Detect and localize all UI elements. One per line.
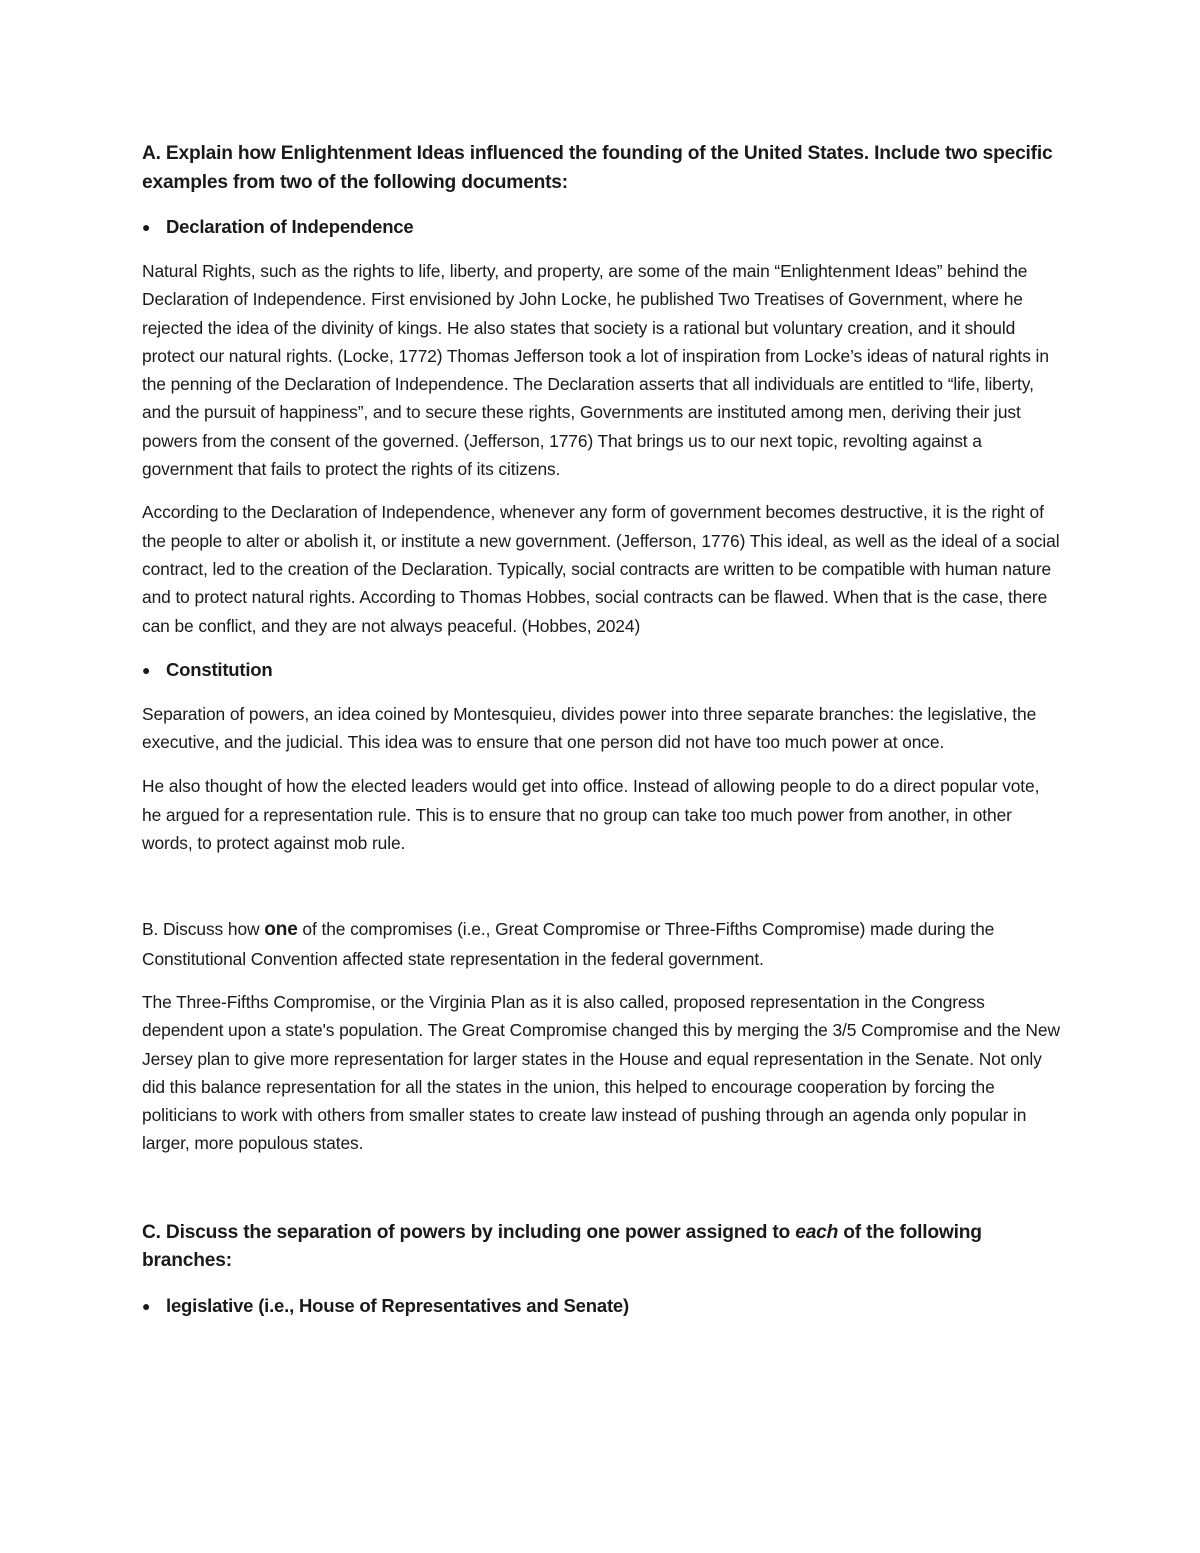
bullet-icon: ● [142,1297,151,1314]
paragraph-compromises: The Three-Fifths Compromise, or the Virginia Plan as it is also called, proposed representation in the Congress dependent upon a state's population. The Great Compromise changed this by merging the 3/5 Compromise and the New Jersey plan to give more representation for larger states in the House and equal representation in the Senate. Not only did this balance representation for all the states in the union, this helped to encourage cooperation by forcing the politicians to work with others from smaller states to create law instead of pushing through an agenda only popular in larger, more populous states. [142,991,1060,1154]
bullet-label: Declaration of Independence [166,216,414,237]
section-c-question [142,1219,1062,1276]
bullet-label: legislative (i.e., House of Representatives and Senate) [166,1294,629,1316]
bullet-legislative [142,1292,1062,1320]
section-c-question-start: C. Discuss the separation of powers by including one power assigned to [142,1221,796,1243]
paragraph-separation-of-powers: Separation of powers, an idea coined by Montesquieu, divides power into three separate branches: the legislative, the executive, and the judicial. This idea was to ensure that one person did not have too much power at once. [142,703,1037,753]
section-a-question: A. Explain how Enlightenment Ideas influenced the founding of the United States. Include two specific examples from two of the following documents: [142,143,1053,193]
section-b-question-end: of the compromises (i.e., Great Compromise or Three-Fifths Compromise) made during the Constitutional Convention affected state representation in the federal government. [142,919,995,969]
section-b-question-start: B. Discuss how [142,919,265,940]
paragraph-elected-leaders: He also thought of how the elected leaders would get into office. Instead of allowing people to do a direct popular vote, he argued for a representation rule. This is to ensure that no group can take too much power from another, in other words, to protect against mob rule. [142,776,1040,854]
bullet-icon: ● [142,219,151,235]
section-b-question [142,915,1062,973]
bullet-icon: ● [142,661,151,678]
bullet-constitution [142,656,1062,684]
paragraph-declaration-rights: According to the Declaration of Independence, whenever any form of government becomes destructive, it is the right of the people to alter or abolish it, or institute a new government. (Jefferson, 1776) This ideal, as well as the ideal of a social contract, led to the creation of the Declaration. Typically, social contracts are written to be compatible with human nature and to protect natural rights. According to Thomas Hobbes, social contracts can be flawed. When that is the case, there can be conflict, and they are not always peaceful. (Hobbes, 2024) [142,502,1060,636]
section-c-question-emphasis: each [795,1221,839,1243]
bullet-declaration [142,213,1062,241]
section-b-question-emphasis: one [264,919,298,941]
paragraph-natural-rights: Natural Rights, such as the rights to life, liberty, and property, are some of the main “Enlightenment Ideas” behind the Declaration of Independence. First envisioned by John Locke, he published Two Treatises of Government, where he rejected the idea of the divinity of kings. He also states that society is a rational but voluntary creation, and it should protect our natural rights. (Locke, 1772) Thomas Jefferson took a lot of inspiration from Locke’s ideas of natural rights in the penning of the Declaration of Independence. The Declaration asserts that all individuals are entitled to “life, liberty, and the pursuit of happiness”, and to secure these rights, Governments are instituted among men, deriving their just powers from the consent of the governed. (Jefferson, 1776) That brings us to our next topic, revolting against a government that fails to protect the rights of its citizens. [142,261,1049,480]
bullet-label: Constitution [166,658,273,680]
document-body [142,140,1062,1320]
section-c-question-end: of the following branches: [142,1221,982,1272]
